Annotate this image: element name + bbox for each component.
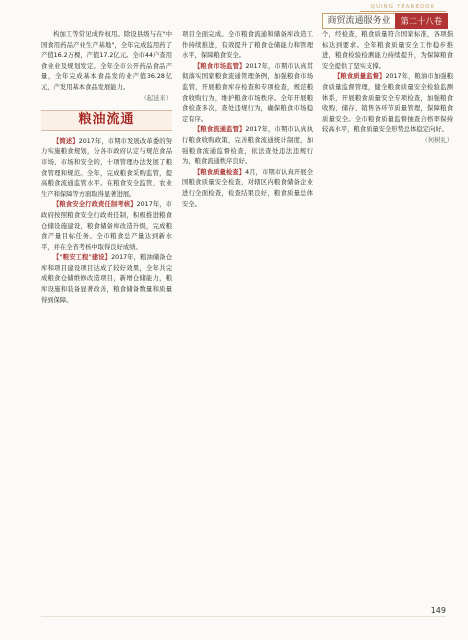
page-number: 149 [430,606,446,615]
paragraph: 项目全面完成。全市粮食流通和储备库改造工作持续推进，有效提升了粮食仓储能力和管理水平，保障粮食安全。 [182,31,313,60]
subheading: 【粮食质量检查】 [194,168,246,176]
paragraph: 【粮食质量监督】2017年，粮油市加强粮食质量监督管理，健全粮食质量安全检验监测体系，开展粮食质量安全专项检查，加强粮食收购、储存、销售各环节质量管理，保障粮食质量安全。全市粮食质量监督抽查合格率保持较高水平，粮食质量安全形势总体稳定向好。 [322,73,453,134]
subheading: 【"粮安工程"建设】 [53,254,112,262]
paragraph: 【粮食质量检查】4月，市期市认真开展全国粮食质量安全检查，对辖区内粮食储备企业进行全面检查，检查结果良好，粮食质量总体安全。 [182,168,313,208]
brand-rule [360,11,446,12]
column-left [41,30,172,600]
author-note: （何树礼） [421,136,453,144]
subheading: 【粮食安全行政责任制考核】 [53,201,137,209]
section-volume: 第二十八卷 [395,13,449,29]
brand-text: QUING YEARBOOK [370,4,436,10]
paragraph: 个，经检查，粮食质量符合国家标准，各项指标达到要求。全年粮食质量安全工作稳步推进，粮食检验检测能力持续提升，为保障粮食安全提供了坚实支撑。 [322,31,453,70]
section-banner [322,14,448,28]
paragraph: 【粮食安全行政责任制考核】2017年，市政府按照粮食安全行政责任制，积极推进粮食仓储设施建设，粮食储备库改造升级，完成粮食产量目标任务。全市粮食总产量达到新水平，并在全省考核中取得良好成绩。 [41,201,172,251]
section-title: 商贸流通服务业 [322,13,394,29]
paragraph: 【简述】2017年，市期市发展改革委的努力实施粮食规划，分各市政府认定与规范食品市场、市场和安全的，十项管理办法发展了粮食管理和规范。全年，完成粮食采购监管，提高粮食流通监管水平。在粮食安全监管、农业生产和保障等方面取得显著进展。 [41,137,172,198]
paragraph: 【"粮安工程"建设】2017年，粮油储备仓库和项目建设项目达成了较好效果，全年共完成粮食仓储维修改造项目，新增仓储能力，粮库设施和装备显著改善，粮食储备数量和质量得到保障。 [41,254,172,304]
paragraph: 【粮食市场监管】2017年，市期市认真贯彻落实国家粮食流通管理条例，加强粮食市场监管，开展粮食库存检查和专项检查，规范粮食收购行为，维护粮食市场秩序。全年开展粮食检查多次，查处违规行为，确保粮食市场稳定有序。 [182,62,313,123]
section-heading: 粮油流通 [41,110,172,131]
paragraph: 【粮食流通监管】2017年，市期市认真执行粮食收购政策，完善粮食流通统计制度，加强粮食流通监督检查，依法查处违法违规行为，粮食流通秩序良好。 [182,126,313,166]
author-note: （起延来） [140,94,172,102]
paragraph: 构加工等常见成件权用。除设县级与在"中国食用药品产业生产基地"，全年完成监用药了产值16.2万棵，产值17.2亿元。全市44户查用食业业及规划发定。全年全市公开药品食品产量，全年完成基本食品发的业产值36.28亿元，产发用基本食品发展能力。 [41,31,172,91]
subheading: 【粮食流通监管】 [194,126,246,134]
column-right [322,30,453,600]
subheading: 【粮食市场监管】 [194,62,246,70]
column-middle [182,30,313,600]
subheading: 【粮食质量监督】 [334,73,386,81]
subheading: 【简述】 [53,137,79,145]
footer-rule [41,616,446,617]
